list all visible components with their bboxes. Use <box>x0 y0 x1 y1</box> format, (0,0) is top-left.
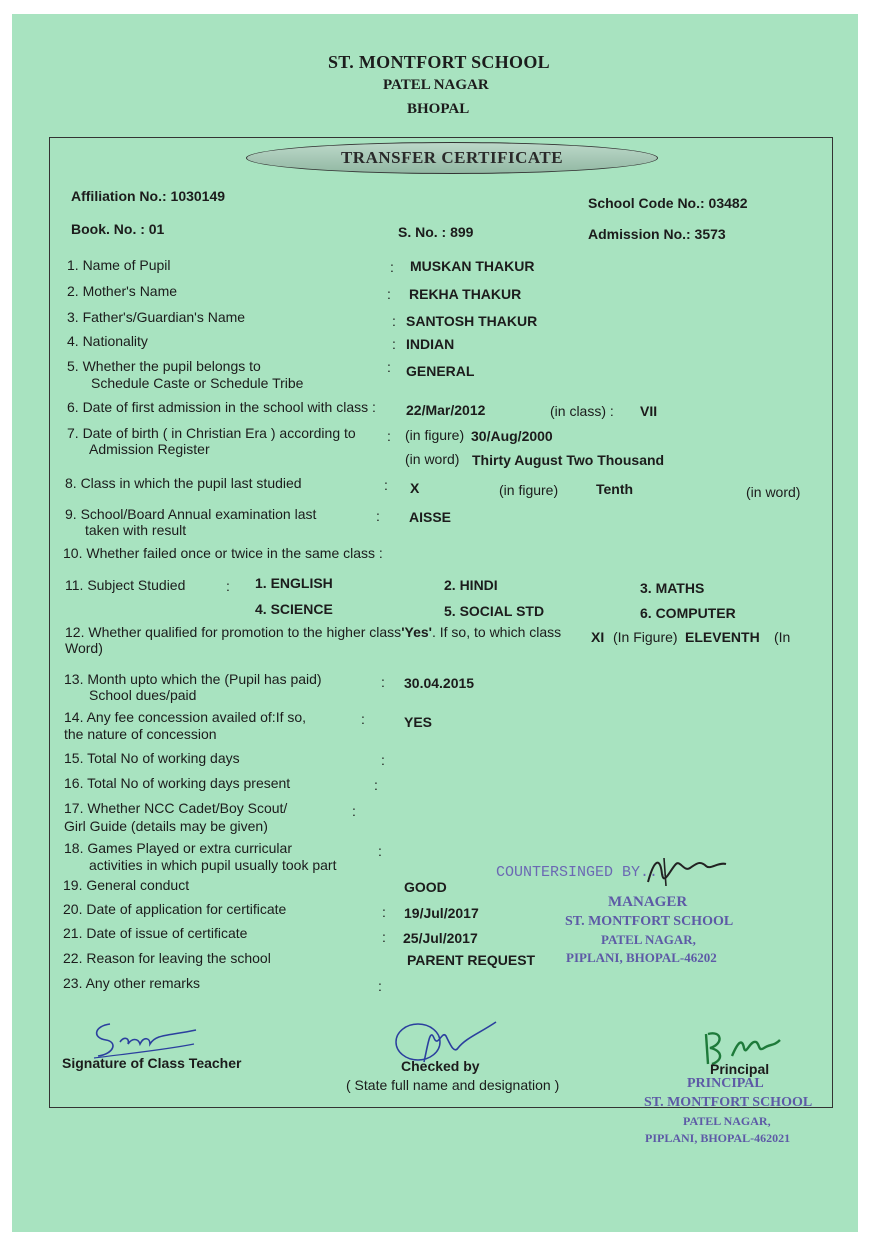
book-number: Book. No. : 01 <box>71 221 165 237</box>
principal-stamp-school: ST. MONTFORT SCHOOL <box>644 1095 813 1110</box>
promotion-figure-label: (In Figure) <box>613 629 678 645</box>
item-10-label: 10. Whether failed once or twice in the same class : <box>63 545 383 561</box>
colon: : <box>381 752 385 768</box>
item-18-label-line-2: activities in which pupil usually took part <box>89 857 337 873</box>
promotion-answer: 'Yes' <box>401 624 432 640</box>
item-9-label-line-2: taken with result <box>85 522 187 538</box>
item-22-label: 22. Reason for leaving the school <box>63 950 271 966</box>
subject-4: 4. SCIENCE <box>255 601 333 617</box>
colon: : <box>390 259 394 275</box>
colon: : <box>381 674 385 690</box>
serial-number: S. No. : 899 <box>398 224 474 240</box>
principal-stamp-locality: PATEL NAGAR, <box>683 1114 771 1128</box>
conduct-value: GOOD <box>404 879 447 895</box>
item-2-label: 2. Mother's Name <box>67 283 178 299</box>
fee-concession-value: YES <box>404 714 433 730</box>
manager-signature <box>640 850 750 890</box>
promotion-question: 12. Whether qualified for promotion to the higher class <box>65 624 402 640</box>
dob-word-value: Thirty August Two Thousand <box>472 452 665 468</box>
item-12-label-line-1 <box>65 624 561 640</box>
colon: : <box>374 777 378 793</box>
item-13-label-line-2: School dues/paid <box>89 687 197 703</box>
subject-6: 6. COMPUTER <box>640 605 736 621</box>
last-class-figure-label: (in figure) <box>499 482 559 498</box>
checked-by-note: ( State full name and designation ) <box>346 1077 560 1093</box>
item-14-label-line-1: 14. Any fee concession availed of:If so, <box>64 709 307 725</box>
admission-number: Admission No.: 3573 <box>588 226 726 242</box>
principal-stamp-title: PRINCIPAL <box>687 1076 764 1091</box>
checked-by-label: Checked by <box>401 1058 480 1074</box>
promotion-followup: . If so, to which class <box>431 624 562 640</box>
colon: : <box>378 843 382 859</box>
school-locality: PATEL NAGAR <box>383 77 489 93</box>
item-16-label: 16. Total No of working days present <box>64 775 291 791</box>
colon: : <box>378 978 382 994</box>
subject-2: 2. HINDI <box>444 577 498 593</box>
item-20-label: 20. Date of application for certificate <box>63 901 287 917</box>
last-class-word-label: (in word) <box>746 484 801 500</box>
item-18-label-line-1: 18. Games Played or extra curricular <box>64 840 292 856</box>
school-city: BHOPAL <box>407 101 470 117</box>
last-class-figure-value: X <box>410 480 420 496</box>
item-5-label-line-2: Schedule Caste or Schedule Tribe <box>91 375 304 391</box>
affiliation-number: Affiliation No.: 1030149 <box>71 188 226 204</box>
item-17-label-line-1: 17. Whether NCC Cadet/Boy Scout/ <box>64 800 288 816</box>
colon: : <box>376 508 380 524</box>
manager-stamp-title: MANAGER <box>608 894 688 910</box>
last-class-word-value: Tenth <box>596 481 634 497</box>
item-8-label: 8. Class in which the pupil last studied <box>65 475 302 491</box>
school-name: ST. MONTFORT SCHOOL <box>328 52 550 72</box>
item-13-label-line-1: 13. Month upto which the (Pupil has paid) <box>64 671 322 687</box>
dues-paid-value: 30.04.2015 <box>404 675 475 691</box>
subject-1: 1. ENGLISH <box>255 575 333 591</box>
father-name-value: SANTOSH THAKUR <box>406 313 538 329</box>
colon: : <box>382 904 386 920</box>
colon: : <box>226 578 230 594</box>
item-1-label: 1. Name of Pupil <box>67 257 171 273</box>
item-4-label: 4. Nationality <box>67 333 148 349</box>
item-23-label: 23. Any other remarks <box>63 975 200 991</box>
issue-date-value: 25/Jul/2017 <box>403 930 478 946</box>
manager-stamp-address: PIPLANI, BHOPAL-46202 <box>566 950 717 965</box>
manager-stamp-school: ST. MONTFORT SCHOOL <box>565 914 734 929</box>
dob-figure-value: 30/Aug/2000 <box>471 428 553 444</box>
colon: : <box>387 428 391 444</box>
principal-stamp-address: PIPLANI, BHOPAL-462021 <box>645 1131 791 1145</box>
colon: : <box>392 336 396 352</box>
first-admission-date-value: 22/Mar/2012 <box>406 402 486 418</box>
colon: : <box>384 477 388 493</box>
principal-label: Principal <box>710 1061 770 1077</box>
item-6-label: 6. Date of first admission in the school with class : <box>67 399 376 415</box>
colon: : <box>387 359 391 375</box>
in-class-label: (in class) : <box>550 403 614 419</box>
item-9-label-line-1: 9. School/Board Annual examination last <box>65 506 317 522</box>
school-code: School Code No.: 03482 <box>588 195 748 211</box>
pupil-name-value: MUSKAN THAKUR <box>410 258 535 274</box>
colon: : <box>361 711 365 727</box>
promotion-class-word: ELEVENTH <box>685 629 760 645</box>
mother-name-value: REKHA THAKUR <box>409 286 522 302</box>
item-5-label-line-1: 5. Whether the pupil belongs to <box>67 358 261 374</box>
subject-3: 3. MATHS <box>640 580 705 596</box>
item-11-label: 11. Subject Studied <box>65 577 186 593</box>
item-14-label-line-2: the nature of concession <box>64 726 217 742</box>
item-15-label: 15. Total No of working days <box>64 750 240 766</box>
item-7-label-line-2: Admission Register <box>89 441 210 457</box>
class-teacher-signature-label: Signature of Class Teacher <box>62 1055 242 1071</box>
certificate-title: TRANSFER CERTIFICATE <box>246 142 658 174</box>
item-7-label-line-1: 7. Date of birth ( in Christian Era ) according to <box>67 425 356 441</box>
leaving-reason-value: PARENT REQUEST <box>407 952 536 968</box>
colon: : <box>352 803 356 819</box>
dob-word-label: (in word) <box>405 451 460 467</box>
admission-class-value: VII <box>640 403 658 419</box>
colon: : <box>382 929 386 945</box>
item-17-label-line-2: Girl Guide (details may be given) <box>64 818 268 834</box>
promotion-word-label-2: Word) <box>65 640 103 656</box>
countersigned-by-stamp: COUNTERSINGED BY... <box>496 864 668 881</box>
item-21-label: 21. Date of issue of certificate <box>63 925 248 941</box>
category-value: GENERAL <box>406 363 475 379</box>
application-date-value: 19/Jul/2017 <box>404 905 479 921</box>
subject-5: 5. SOCIAL STD <box>444 603 545 619</box>
dob-figure-label: (in figure) <box>405 427 465 443</box>
nationality-value: INDIAN <box>406 336 455 352</box>
item-3-label: 3. Father's/Guardian's Name <box>67 309 246 325</box>
item-19-label: 19. General conduct <box>63 877 190 893</box>
board-exam-value: AISSE <box>409 509 452 525</box>
promotion-word-label-1: (In <box>774 629 791 645</box>
colon: : <box>387 286 391 302</box>
promotion-class-figure: XI <box>591 629 605 645</box>
colon: : <box>392 313 396 329</box>
manager-stamp-locality: PATEL NAGAR, <box>601 932 696 947</box>
